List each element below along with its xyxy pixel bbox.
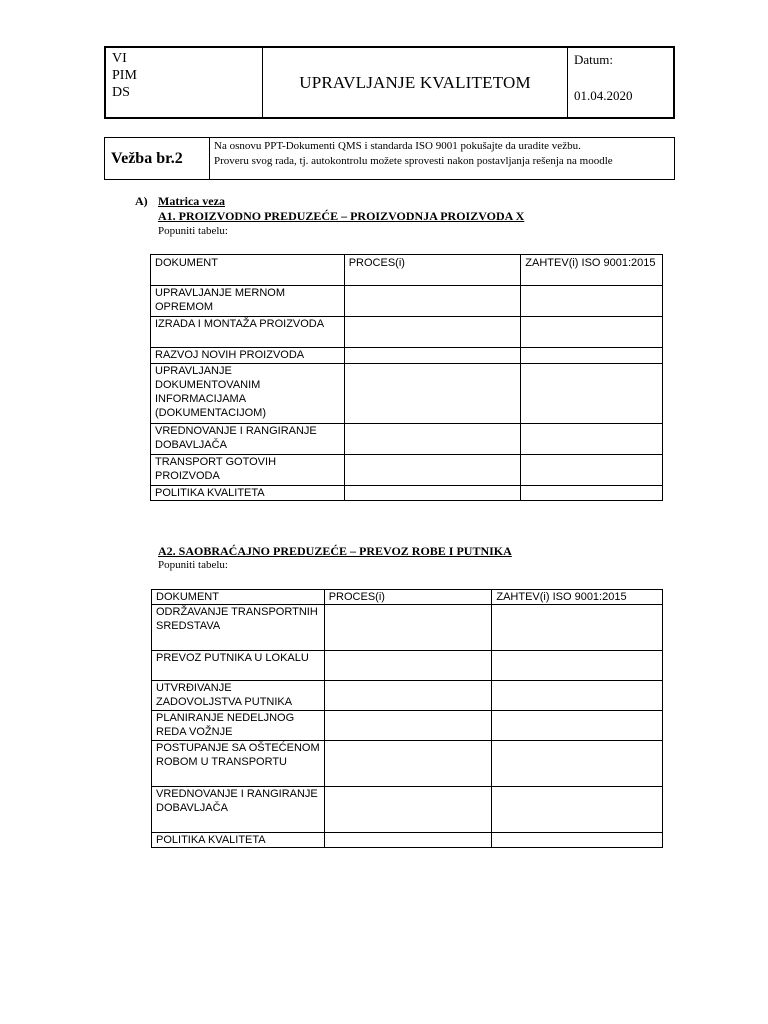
a1-row-document: TRANSPORT GOTOVIH PROIZVODA [151, 455, 345, 486]
date-label: Datum: [574, 52, 613, 67]
exercise-instructions [210, 138, 675, 180]
table-row [151, 286, 663, 317]
a2-row-document: ODRŽAVANJE TRANSPORTNIH SREDSTAVA [152, 605, 325, 651]
a1-row-process-cell[interactable] [344, 317, 521, 348]
header-codes [105, 47, 263, 118]
a1-heading: A1. PROIZVODNO PREDUZEĆE – PROIZVODNJA PROIZVODA X [158, 209, 525, 223]
exercise-instruction-line-2: Proveru svog rada, tj. autokontrolu možete sprovesti nakon postavljanja rešenja na moodle [214, 155, 613, 167]
date-value: 01.04.2020 [574, 88, 633, 103]
document-header [104, 46, 675, 119]
a1-row-process-cell[interactable] [344, 286, 521, 317]
a1-row-requirement-cell[interactable] [521, 317, 663, 348]
a1-col-process: PROCES(i) [344, 255, 521, 286]
table-row [151, 424, 663, 455]
a2-col-document: DOKUMENT [152, 590, 325, 605]
a1-row-requirement-cell[interactable] [521, 486, 663, 501]
a1-row-document: IZRADA I MONTAŽA PROIZVODA [151, 317, 345, 348]
a2-row-process-cell[interactable] [324, 711, 492, 741]
a2-row-process-cell[interactable] [324, 651, 492, 681]
a2-row-document: POSTUPANJE SA OŠTEĆENOM ROBOM U TRANSPORTU [152, 741, 325, 787]
a2-row-process-cell[interactable] [324, 681, 492, 711]
a2-row-process-cell[interactable] [324, 833, 492, 848]
a1-row-document: POLITIKA KVALITETA [151, 486, 345, 501]
a2-heading: A2. SAOBRAĆAJNO PREDUZEĆE – PREVOZ ROBE I PUTNIKA [158, 544, 512, 558]
header-code-2: PIM [112, 68, 137, 83]
section-a-marker: A) [135, 194, 148, 208]
table-row [151, 348, 663, 364]
a2-row-document: UTVRĐIVANJE ZADOVOLJSTVA PUTNIKA [152, 681, 325, 711]
table-row [152, 741, 663, 787]
a1-row-requirement-cell[interactable] [521, 364, 663, 424]
a1-col-requirement: ZAHTEV(i) ISO 9001:2015 [521, 255, 663, 286]
a1-table [150, 254, 663, 501]
header-code-1: VI [112, 51, 127, 66]
a1-row-document: RAZVOJ NOVIH PROIZVODA [151, 348, 345, 364]
a1-row-process-cell[interactable] [344, 348, 521, 364]
a2-row-requirement-cell[interactable] [492, 681, 663, 711]
table-row [151, 364, 663, 424]
a1-row-process-cell[interactable] [344, 364, 521, 424]
a2-row-process-cell[interactable] [324, 605, 492, 651]
a1-row-document: UPRAVLJANJE DOKUMENTOVANIM INFORMACIJAMA (DOKUMENTACIJOM) [151, 364, 345, 424]
a2-row-process-cell[interactable] [324, 787, 492, 833]
table-row [152, 651, 663, 681]
a1-col-document: DOKUMENT [151, 255, 345, 286]
a1-row-requirement-cell[interactable] [521, 455, 663, 486]
a1-row-document: UPRAVLJANJE MERNOM OPREMOM [151, 286, 345, 317]
a2-row-document: VREDNOVANJE I RANGIRANJE DOBAVLJAČA [152, 787, 325, 833]
a2-row-requirement-cell[interactable] [492, 833, 663, 848]
a2-row-requirement-cell[interactable] [492, 711, 663, 741]
a1-row-process-cell[interactable] [344, 486, 521, 501]
section-a-title: Matrica veza [158, 194, 225, 208]
a2-row-document: PREVOZ PUTNIKA U LOKALU [152, 651, 325, 681]
a1-row-process-cell[interactable] [344, 424, 521, 455]
a2-row-process-cell[interactable] [324, 741, 492, 787]
a2-row-requirement-cell[interactable] [492, 787, 663, 833]
header-code-3: DS [112, 85, 130, 100]
a1-row-requirement-cell[interactable] [521, 348, 663, 364]
a2-table [151, 589, 663, 848]
a2-row-document: PLANIRANJE NEDELJNOG REDA VOŽNJE [152, 711, 325, 741]
a2-row-requirement-cell[interactable] [492, 651, 663, 681]
table-row [152, 711, 663, 741]
a2-row-requirement-cell[interactable] [492, 605, 663, 651]
exercise-number: Vežba br.2 [105, 138, 210, 180]
a1-header-row [151, 255, 663, 286]
a2-col-process: PROCES(i) [324, 590, 492, 605]
table-row [152, 681, 663, 711]
date-cell [568, 47, 675, 118]
table-row [152, 605, 663, 651]
table-row [151, 317, 663, 348]
table-row [152, 787, 663, 833]
a2-row-requirement-cell[interactable] [492, 741, 663, 787]
a2-col-requirement: ZAHTEV(i) ISO 9001:2015 [492, 590, 663, 605]
a1-instruction: Popuniti tabelu: [158, 225, 228, 237]
document-title: UPRAVLJANJE KVALITETOM [263, 47, 568, 118]
exercise-instruction-line-1: Na osnovu PPT-Dokumenti QMS i standarda ISO 9001 pokušajte da uradite vežbu. [214, 140, 581, 152]
a2-header-row [152, 590, 663, 605]
a1-row-process-cell[interactable] [344, 455, 521, 486]
exercise-box [104, 137, 675, 180]
a1-row-document: VREDNOVANJE I RANGIRANJE DOBAVLJAČA [151, 424, 345, 455]
a2-instruction: Popuniti tabelu: [158, 559, 228, 571]
a1-row-requirement-cell[interactable] [521, 424, 663, 455]
table-row [151, 486, 663, 501]
a1-row-requirement-cell[interactable] [521, 286, 663, 317]
table-row [152, 833, 663, 848]
a2-row-document: POLITIKA KVALITETA [152, 833, 325, 848]
table-row [151, 455, 663, 486]
